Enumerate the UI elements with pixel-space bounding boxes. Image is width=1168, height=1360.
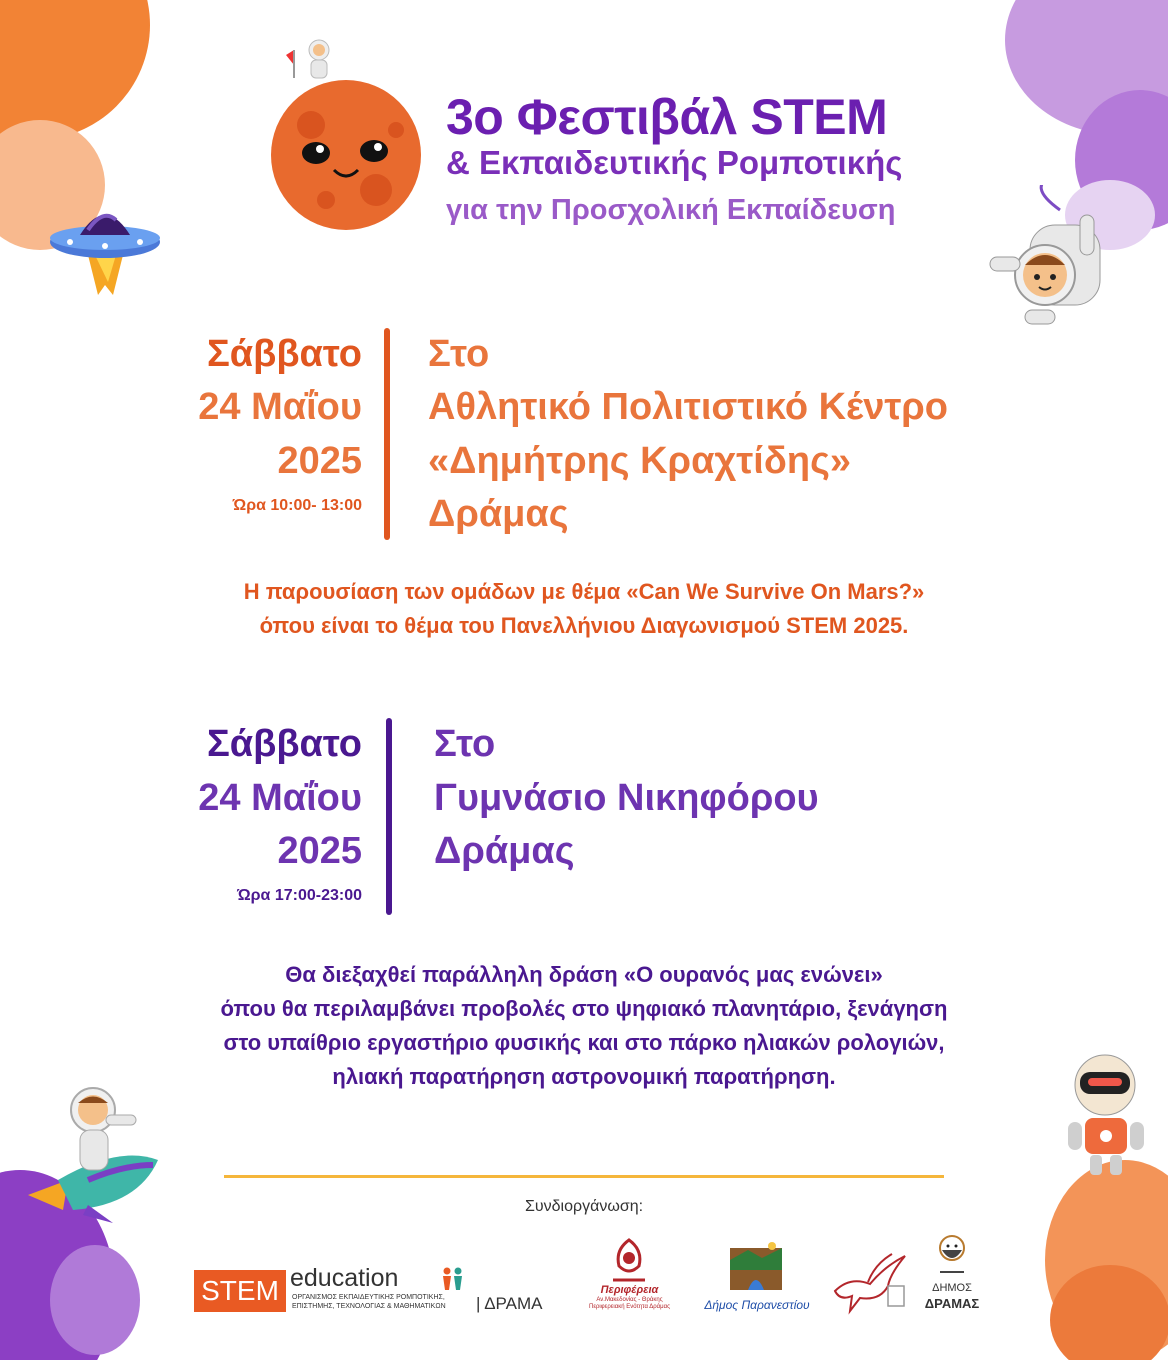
purple-blob-bottom-2 [50,1245,140,1355]
pegasus-logo-icon [830,1246,910,1316]
people-icon [440,1266,466,1292]
event2-year: 2025 [277,830,362,872]
event1-note-line: όπου είναι το θέμα του Πανελλήνιου Διαγωνισμού STEM 2025. [259,613,909,638]
region-logo [582,1236,677,1316]
paranesti-emblem-icon [728,1240,784,1292]
festival-title: 3ο Φεστιβάλ STEM [446,89,888,145]
event2-hours: Ώρα 17:00-23:00 [237,887,362,904]
region-logo-sub: Περιφερειακή Ενότητα Δράμας [589,1304,670,1310]
orange-blob [0,0,150,140]
astronaut-illustration [985,185,1120,345]
event2-place-line: Δράμας [434,830,575,872]
event2-divider [386,718,392,915]
event1-hours: Ώρα 10:00- 13:00 [232,497,362,514]
stem-logo-subtitle: ΟΡΓΑΝΙΣΜΟΣ ΕΚΠΑΙΔΕΥΤΙΚΗΣ ΡΟΜΠΟΤΙΚΗΣ, [292,1294,445,1301]
drama-emblem-icon [934,1232,970,1276]
event1-date: 24 Μαΐου [198,386,362,428]
festival-subtitle: & Εκπαιδευτικής Ρομποτικής [446,144,903,181]
event1-year: 2025 [277,440,362,482]
drama-logo-line2: ΔΡΑΜΑΣ [924,1296,980,1311]
event1-place-line: Αθλητικό Πολιτιστικό Κέντρο [428,386,949,428]
event1-divider [384,328,390,540]
footer-divider [224,1175,944,1178]
event2-note-line: στο υπαίθριο εργαστήριο φυσικής και στο πάρκο ηλιακών ρολογιών, [223,1030,945,1055]
event1-place-line: Στο [428,333,490,375]
festival-audience: για την Προσχολική Εκπαίδευση [446,194,896,226]
event2-note-line: Θα διεξαχθεί παράλληλη δράση «Ο ουρανός μας ενώνει» [285,962,883,987]
event1-place-line: Δράμας [428,493,569,535]
event1-note-line: Η παρουσίαση των ομάδων με θέμα «Can We Survive On Mars?» [243,579,925,604]
stem-logo-subtitle: ΕΠΙΣΤΗΜΗΣ, ΤΕΧΝΟΛΟΓΙΑΣ & ΜΑΘΗΜΑΤΙΚΩΝ [292,1303,446,1310]
stem-education-logo [194,1266,554,1316]
event2-note-line: όπου θα περιλαμβάνει προβολές στο ψηφιακό πλανητάριο, ξενάγηση [220,996,948,1021]
drama-logo-line1: ΔΗΜΟΣ [932,1282,972,1294]
event2-note-line: ηλιακή παρατήρηση αστρονομική παρατήρηση. [332,1064,836,1089]
paranesti-logo [692,1240,822,1320]
event1-place-line: «Δημήτρης Κραχτίδης» [428,440,851,482]
paranesti-logo-text: Δήμος Παρανεστίου [704,1298,810,1312]
stem-logo-city: | ΔΡΑΜΑ [476,1294,543,1313]
organizers-label: Συνδιοργάνωση: [524,1198,644,1215]
event2-date: 24 Μαΐου [198,777,362,819]
region-logo-sub: Αν.Μακεδονίας - Θράκης [596,1297,663,1303]
region-emblem-icon [607,1236,652,1284]
stem-logo-word: education [290,1264,399,1292]
event1-day: Σάββατο [206,333,362,375]
drama-municipality-logo [912,1232,992,1314]
ufo-illustration [48,200,163,300]
mars-planet-illustration [256,30,436,240]
stem-logo-box: STEM [194,1270,286,1312]
event2-day: Σάββατο [206,723,362,765]
event2-place-line: Στο [434,723,496,765]
event2-place-line: Γυμνάσιο Νικηφόρου [434,777,819,819]
region-logo-name: Περιφέρεια [600,1284,659,1296]
